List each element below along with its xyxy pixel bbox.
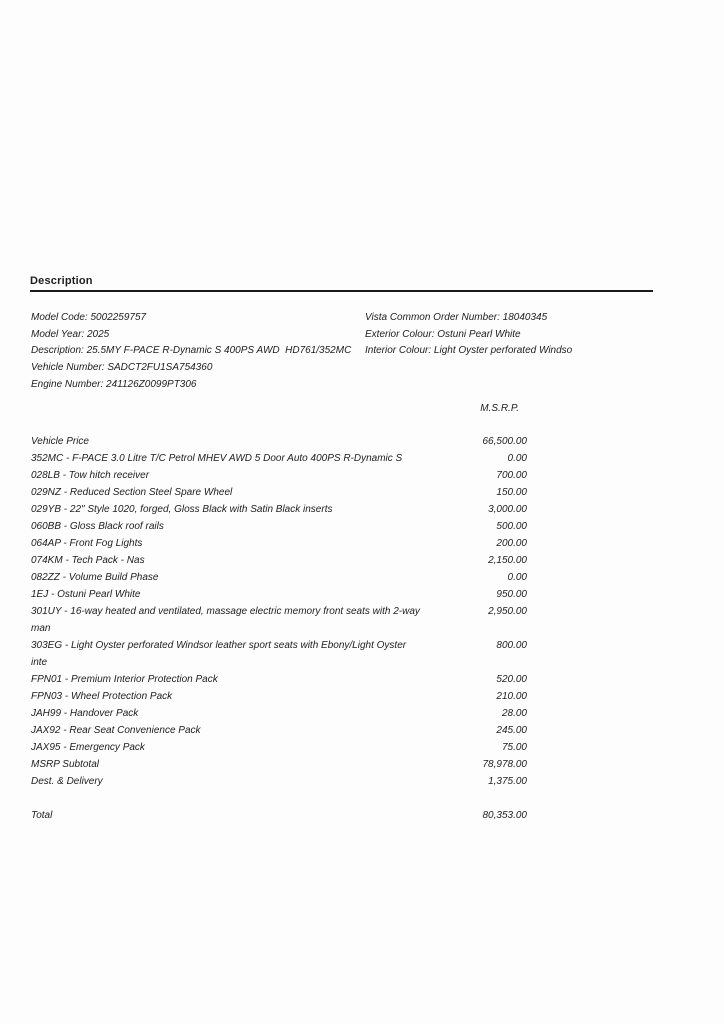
- item-price: 66,500.00: [482, 436, 527, 447]
- table-row: [31, 756, 527, 773]
- item-price: 1,375.00: [488, 776, 527, 787]
- item-description-line: FPN01 - Premium Interior Protection Pack: [31, 674, 218, 685]
- item-description: [31, 773, 103, 790]
- item-description: [31, 484, 232, 501]
- item-price: 500.00: [496, 521, 527, 532]
- table-row: [31, 467, 527, 484]
- vehicle-info-line: Model Code: 5002259757: [31, 312, 147, 323]
- item-description-line: 029YB - 22" Style 1020, forged, Gloss Black with Satin Black inserts: [31, 504, 333, 515]
- item-description: [31, 501, 332, 518]
- table-row: [31, 501, 527, 518]
- item-price: 520.00: [496, 674, 527, 685]
- table-row: [31, 552, 527, 569]
- item-description-line: 064AP - Front Fog Lights: [31, 538, 143, 549]
- vehicle-info-line: Exterior Colour: Ostuni Pearl White: [365, 328, 521, 340]
- item-description-line: JAH99 - Handover Pack: [31, 708, 139, 719]
- item-description: [31, 535, 142, 552]
- total-price: 80,353.00: [482, 810, 527, 821]
- price-table: [31, 433, 527, 824]
- table-row: [31, 569, 527, 586]
- item-price: 2,950.00: [488, 606, 527, 617]
- table-row: [31, 637, 527, 671]
- table-row: [31, 518, 527, 535]
- table-row: [31, 739, 527, 756]
- item-price: 150.00: [496, 487, 527, 498]
- table-row: [31, 705, 527, 722]
- item-description-line: 029NZ - Reduced Section Steel Spare Wheel: [31, 487, 233, 498]
- vehicle-info-line: Description: 25.5MY F-PACE R-Dynamic S 400PS AWD HD761/352MC: [31, 345, 352, 357]
- item-price: 0.00: [507, 572, 527, 583]
- item-description-line: 1EJ - Ostuni Pearl White: [31, 589, 141, 600]
- item-description: [31, 705, 138, 722]
- item-price: 2,150.00: [488, 555, 527, 566]
- item-description-line: JAX92 - Rear Seat Convenience Pack: [31, 725, 201, 736]
- item-description-line: Vehicle Price: [31, 436, 89, 447]
- item-price: 200.00: [496, 538, 527, 549]
- table-row: [31, 722, 527, 739]
- table-row: [31, 535, 527, 552]
- item-description-line: FPN03 - Wheel Protection Pack: [31, 691, 173, 702]
- item-description: [31, 569, 158, 586]
- item-description: [31, 467, 149, 484]
- vehicle-info-line: Vista Common Order Number: 18040345: [365, 312, 548, 323]
- total-label: Total: [31, 810, 53, 821]
- item-description-line: man: [31, 623, 51, 634]
- vehicle-info-left-column: [31, 310, 351, 394]
- item-description: [31, 637, 406, 671]
- item-description-line: inte: [31, 657, 48, 668]
- item-description-line: 082ZZ - Volume Build Phase: [31, 572, 159, 583]
- item-description-line: 352MC - F-PACE 3.0 Litre T/C Petrol MHEV AWD 5 Door Auto 400PS R-Dynamic S: [31, 453, 403, 464]
- item-description: [31, 552, 145, 569]
- table-row: [31, 586, 527, 603]
- item-price: 3,000.00: [488, 504, 527, 515]
- item-description-line: 074KM - Tech Pack - Nas: [31, 555, 145, 566]
- section-title: Description: [30, 275, 653, 292]
- item-price: 210.00: [496, 691, 527, 702]
- item-description: [31, 722, 201, 739]
- item-price: 800.00: [496, 640, 527, 651]
- item-price: 78,978.00: [482, 759, 527, 770]
- table-row: [31, 603, 527, 637]
- item-description: [31, 671, 218, 688]
- msrp-column-header: M.S.R.P.: [480, 403, 519, 414]
- item-description-line: 303EG - Light Oyster perforated Windsor leather sport seats with Ebony/Light Oyster: [31, 640, 407, 651]
- table-row: [31, 688, 527, 705]
- vehicle-info-right-column: [365, 310, 572, 360]
- item-description-line: JAX95 - Emergency Pack: [31, 742, 145, 753]
- item-price: 950.00: [496, 589, 527, 600]
- table-row: [31, 671, 527, 688]
- item-description-line: Dest. & Delivery: [31, 776, 103, 787]
- table-row: [31, 773, 527, 790]
- item-price: 245.00: [496, 725, 527, 736]
- item-description: [31, 603, 420, 637]
- vehicle-info-line: Vehicle Number: SADCT2FU1SA754360: [31, 362, 213, 374]
- total-row: [31, 807, 527, 824]
- table-row: [31, 433, 527, 450]
- item-description: [31, 688, 172, 705]
- item-description: [31, 756, 99, 773]
- table-row: [31, 484, 527, 501]
- item-description-line: 301UY - 16-way heated and ventilated, massage electric memory front seats with 2-way: [31, 606, 420, 617]
- item-description-line: 060BB - Gloss Black roof rails: [31, 521, 164, 532]
- item-description: [31, 450, 402, 467]
- vehicle-info-line: Engine Number: 241126Z0099PT306: [31, 378, 197, 390]
- vehicle-info-line: Model Year: 2025: [31, 328, 110, 340]
- table-row: [31, 450, 527, 467]
- item-price: 700.00: [496, 470, 527, 481]
- item-price: 28.00: [501, 708, 527, 719]
- item-description: [31, 433, 89, 450]
- item-price: 0.00: [507, 453, 527, 464]
- item-description: [31, 586, 140, 603]
- item-price: 75.00: [501, 742, 527, 753]
- vehicle-info-line: Interior Colour: Light Oyster perforated Windso: [365, 345, 573, 357]
- item-description-line: MSRP Subtotal: [31, 759, 99, 770]
- item-description: [31, 739, 145, 756]
- item-description-line: 028LB - Tow hitch receiver: [31, 470, 150, 481]
- item-description: [31, 518, 164, 535]
